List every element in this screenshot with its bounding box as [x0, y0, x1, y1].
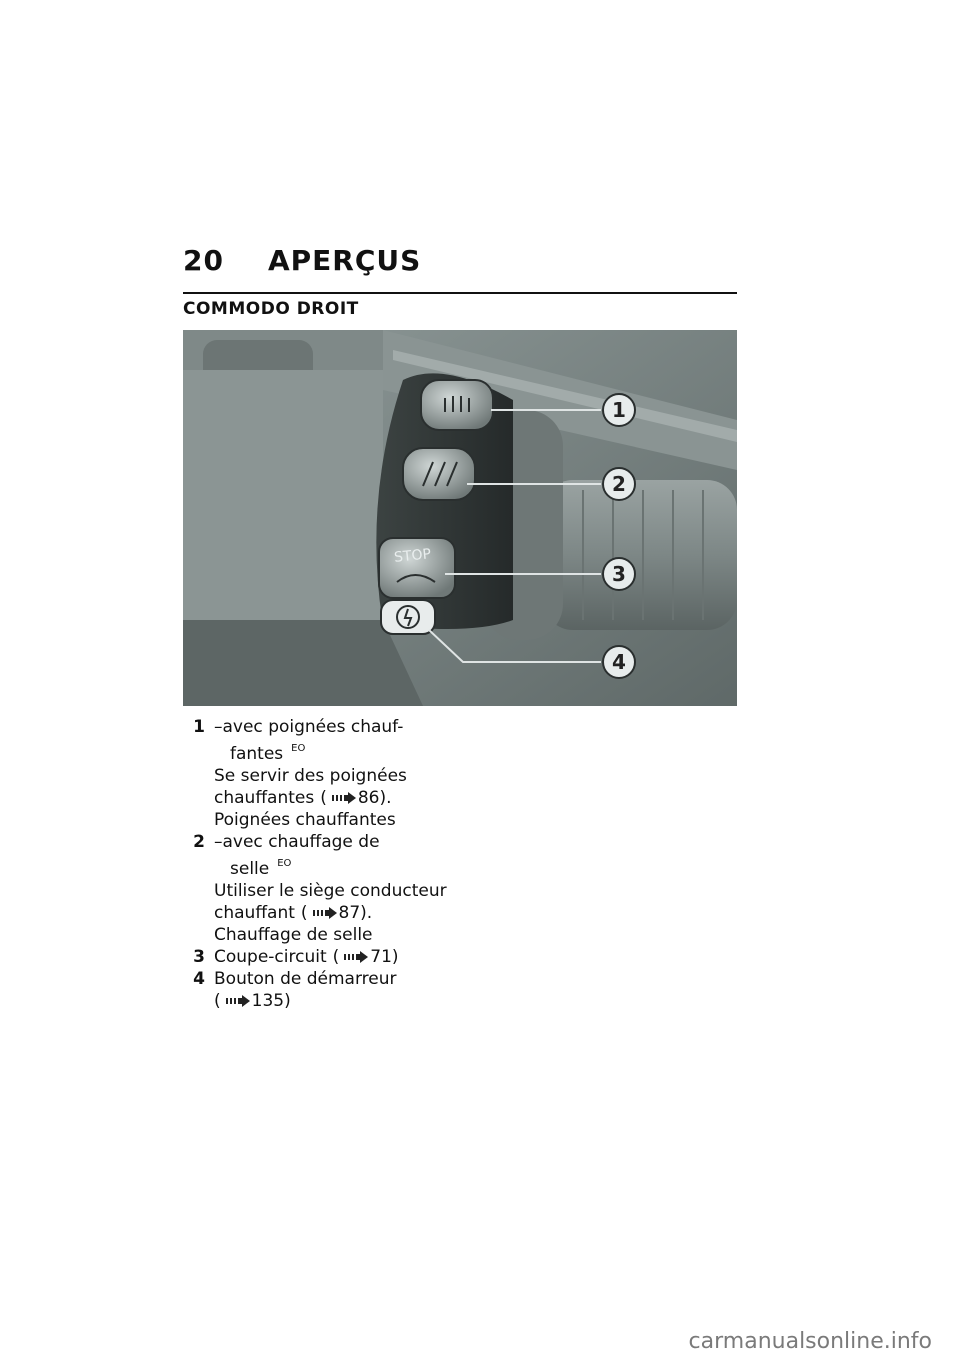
legend-desc-ref: ( 135)	[214, 991, 291, 1011]
chapter-title: APERÇUS	[267, 244, 422, 277]
legend-title-word: selle	[230, 859, 270, 879]
legend-desc-ref: Coupe-circuit ( 71)	[214, 947, 399, 967]
figure-illustration	[183, 330, 737, 706]
legend-desc: Se servir des poignées	[214, 766, 407, 786]
page-reference[interactable]: 71)	[370, 947, 399, 967]
legend-item-1	[183, 716, 483, 831]
legend-list	[183, 716, 483, 1012]
page-reference-arrow-icon	[225, 995, 251, 1007]
callout-number-3: 3	[612, 562, 626, 586]
legend-desc-ref: chauffantes ( 86).	[214, 788, 392, 808]
legend-title: –avec poignées chauf-	[214, 717, 404, 737]
heated-grips-button	[421, 380, 493, 430]
legend-item-2	[183, 831, 483, 946]
legend-title: Coupe-circuit	[214, 947, 327, 967]
callout-number-2: 2	[612, 472, 626, 496]
legend-number: 1	[193, 717, 205, 737]
page-number: 20	[183, 244, 224, 277]
page-reference[interactable]: 135)	[251, 991, 291, 1011]
legend-title: Bouton de démarreur	[214, 969, 397, 989]
callout-number-1: 1	[612, 398, 626, 422]
page-reference-arrow-icon	[343, 951, 369, 963]
legend-desc-ref: chauffant ( 87).	[214, 903, 373, 923]
stop-label: STOP	[393, 546, 432, 566]
handlebar-switch-figure	[183, 330, 737, 706]
legend-number: 4	[193, 969, 205, 989]
legend-title: –avec chauffage de	[214, 832, 380, 852]
equipment-badge: EO	[277, 858, 292, 869]
legend-title-cont	[214, 738, 483, 765]
legend-number: 2	[193, 832, 205, 852]
page-reference-arrow-icon	[331, 792, 357, 804]
page-reference-arrow-icon	[312, 907, 338, 919]
legend-item-4	[183, 968, 483, 1012]
equipment-badge: EO	[291, 743, 306, 754]
section-title: COMMODO DROIT	[183, 299, 359, 319]
legend-desc-text: chauffantes	[214, 788, 315, 808]
legend-desc: Utiliser le siège conducteur	[214, 881, 447, 901]
handlebar-grip	[543, 480, 737, 630]
legend-desc: Chauffage de selle	[214, 925, 373, 945]
legend-title-cont	[214, 853, 483, 880]
watermark: carmanualsonline.info	[688, 1329, 932, 1354]
legend-desc-text: chauffant	[214, 903, 295, 923]
legend-number: 3	[193, 947, 205, 967]
legend-desc: Poignées chauffantes	[214, 810, 396, 830]
page-reference[interactable]: 87).	[338, 903, 373, 923]
header-rule	[183, 292, 737, 294]
page-reference[interactable]: 86).	[357, 788, 392, 808]
page-header	[183, 244, 421, 277]
callout-number-4: 4	[612, 650, 626, 674]
legend-item-3	[183, 946, 483, 968]
legend-title-word: fantes	[230, 744, 284, 764]
